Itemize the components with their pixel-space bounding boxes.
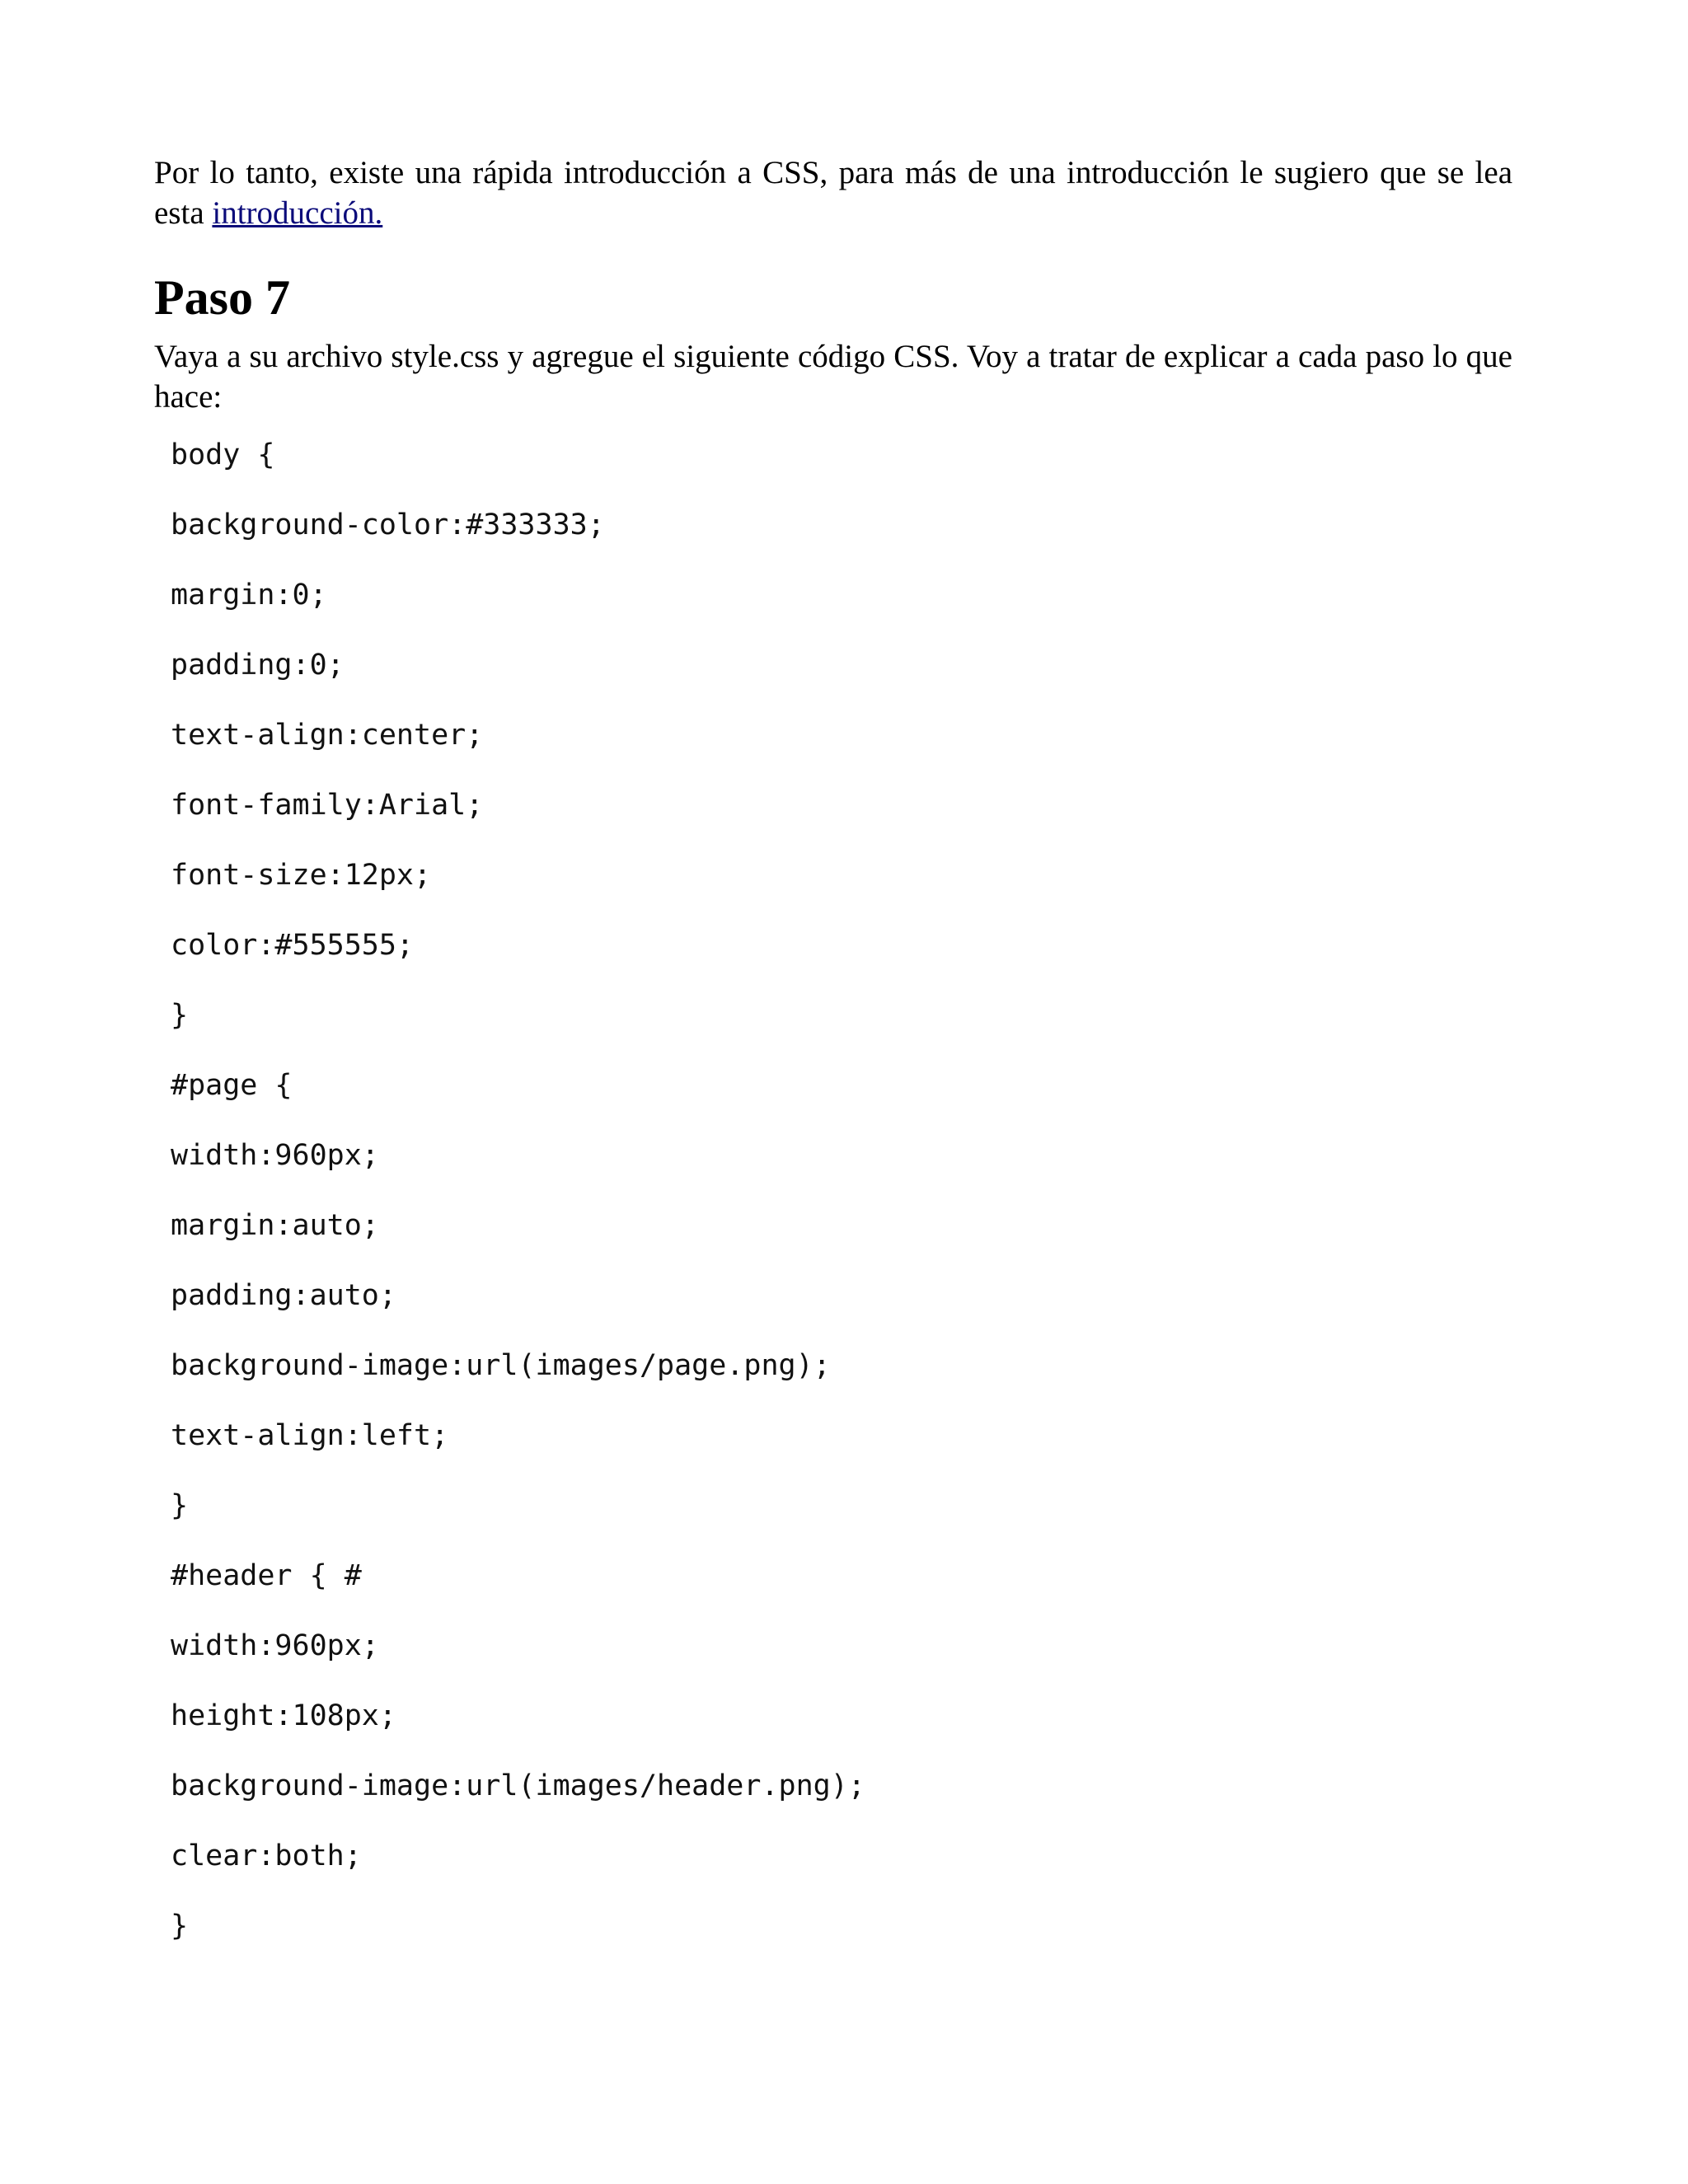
intro-paragraph xyxy=(154,152,1512,233)
intro-text: Por lo tanto, existe una rápida introducción a CSS, para más de una introducción le sugiero que se lea esta xyxy=(154,155,1512,231)
intro-link[interactable]: introducción. xyxy=(212,195,383,231)
code-line: padding:0; xyxy=(171,649,345,682)
code-line: text-align:left; xyxy=(171,1419,449,1452)
code-line: width:960px; xyxy=(171,1629,379,1662)
code-block xyxy=(154,420,1512,1961)
code-line: clear:both; xyxy=(171,1840,362,1872)
step-heading: Paso 7 xyxy=(154,270,290,325)
code-line: font-size:12px; xyxy=(171,859,432,892)
code-line: } xyxy=(171,999,189,1032)
document-page xyxy=(154,152,1512,1961)
code-line: width:960px; xyxy=(171,1139,379,1172)
step-description: Vaya a su archivo style.css y agregue el siguiente código CSS. Voy a tratar de explicar a cada paso lo que hace: xyxy=(154,339,1512,415)
code-line: height:108px; xyxy=(171,1699,396,1732)
code-line: body { xyxy=(171,438,275,471)
code-line: background-image:url(images/header.png); xyxy=(171,1769,865,1802)
code-line: font-family:Arial; xyxy=(171,789,484,822)
code-line: margin:0; xyxy=(171,579,327,612)
code-line: text-align:center; xyxy=(171,719,484,752)
code-line: } xyxy=(171,1489,189,1522)
code-line: color:#555555; xyxy=(171,929,415,962)
code-line: } xyxy=(171,1910,189,1943)
code-line: #page { xyxy=(171,1069,293,1102)
code-line: #header { # xyxy=(171,1559,362,1592)
code-line: padding:auto; xyxy=(171,1279,396,1312)
code-line: margin:auto; xyxy=(171,1209,379,1242)
code-line: background-image:url(images/page.png); xyxy=(171,1349,831,1382)
code-line: background-color:#333333; xyxy=(171,509,605,541)
